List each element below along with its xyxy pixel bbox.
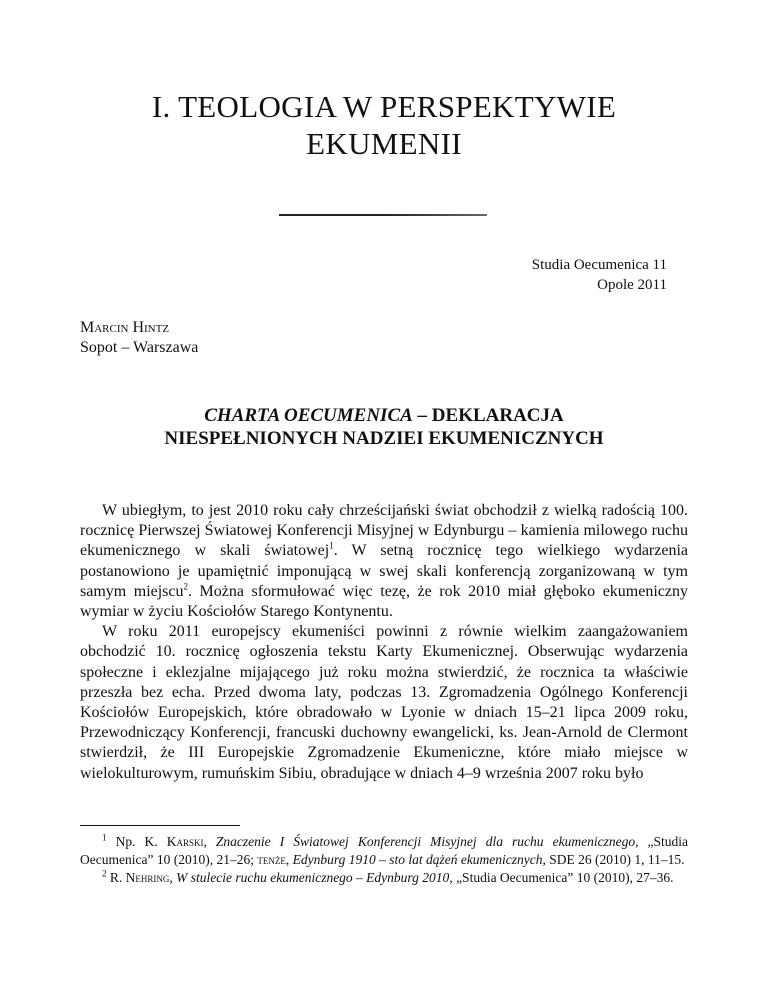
footnote-2-number: 2	[102, 868, 107, 879]
article-body	[80, 501, 688, 784]
footnotes	[80, 833, 688, 887]
part-title	[80, 88, 688, 162]
author-affiliation: Sopot – Warszawa	[80, 339, 199, 356]
footnote-2-author: R. Nehring	[109, 870, 170, 885]
footnote-2-sep: ,	[169, 870, 177, 885]
footnote-2-source: , „Studia Oecumenica” 10 (2010), 27–36.	[449, 870, 674, 885]
author-name: Marcin Hintz	[80, 319, 170, 336]
paragraph-1-text-a: W ubiegłym, to jest 2010 roku cały chrześcijański świat obchodził z wielką radością 100. rocznicę Pierwszej Światowej Konferencji Misyjnej w Edynburgu – kamienia milowego ruchu ekumenicznego w skali światowej	[80, 502, 688, 560]
footnote-2	[80, 869, 688, 887]
footnote-1-title: Znaczenie I Światowej Konferencji Misyjnej dla ruchu ekumenicznego	[215, 834, 636, 849]
article-title	[80, 404, 688, 450]
paragraph-2: W roku 2011 europejscy ekumeniści powinni z równie wielkim zaangażowaniem obchodzić 10. rocznicę ogłoszenia tekstu Karty Ekumenicznej. Obserwując wydarzenia społeczne i eklezjalne mijającego już roku można stwierdzić, że rocznica ta właściwie przeszła bez echa. Przed dwoma laty, podczas 13. Zgromadzenia Ogólnego Konferencji Kościołów Europejskich, które obradowało w Lyonie w dniach 15–21 lipca 2009 roku, Przewodniczący Konferencji, francuski duchowny ewangelicki, ks. Jean-Arnold de Clermont stwierdził, że III Europejskie Zgromadzenie Ekumeniczne, które miało miejsce w wielokulturowym, rumuńskim Sibiu, obradujące w dniach 4–9 września 2007 roku było	[80, 623, 688, 782]
paragraph-1-text-c: . Można sformułować więc tezę, że rok 2010 miał głęboko ekumeniczny wymiar w życiu Kościołów Starego Kontynentu.	[80, 582, 688, 621]
article-title-italic: CHARTA OECUMENICA	[204, 405, 413, 426]
footnote-1-author: K. Karski	[144, 834, 204, 849]
article-title-line-2: NIESPEŁNIONYCH NADZIEI EKUMENICZNYCH	[164, 428, 604, 449]
footnote-1	[80, 833, 688, 869]
journal-header	[532, 255, 667, 295]
part-title-line-1: I. TEOLOGIA W PERSPEKTYWIE	[151, 89, 617, 124]
author-block	[80, 318, 198, 358]
footnote-1-sep: ,	[203, 834, 216, 849]
part-title-line-2: EKUMENII	[306, 126, 462, 161]
footnote-1-title-2: Edynburg 1910 – sto lat dążeń ekumenicznych	[292, 852, 543, 867]
paragraph-1-text-b: . W setną rocznicę tego wielkiego wydarzenia postanowiono je upamiętnić imponującą w swej skali konferencją zorganizowaną w tym samym miejscu	[80, 542, 689, 600]
footnote-1-source-2: , SDE 26 (2010) 1, 11–15.	[542, 852, 685, 867]
footnote-1-number: 1	[102, 832, 107, 843]
journal-name: Studia Oecumenica 11	[531, 257, 667, 273]
footnote-ref-2: 2	[183, 581, 189, 592]
journal-place-year: Opole 2011	[597, 277, 667, 293]
footnote-separator	[80, 825, 240, 826]
footnote-1-prefix: Np.	[106, 834, 145, 849]
paragraph-1	[80, 501, 688, 622]
footnote-2-title: W stulecie ruchu ekumenicznego – Edynburg 2010	[176, 870, 450, 885]
ornamental-divider	[279, 214, 487, 216]
footnote-ref-1: 1	[329, 541, 334, 552]
footnote-1-tenze: tenże	[257, 852, 286, 867]
footnote-1-source: , „Studia Oecumenica” 10 (2010), 21–26;	[80, 834, 689, 867]
article-title-rest: – DEKLARACJA	[412, 405, 564, 426]
footnote-1-sep2: ,	[285, 852, 293, 867]
article-title-line-1	[80, 404, 688, 427]
